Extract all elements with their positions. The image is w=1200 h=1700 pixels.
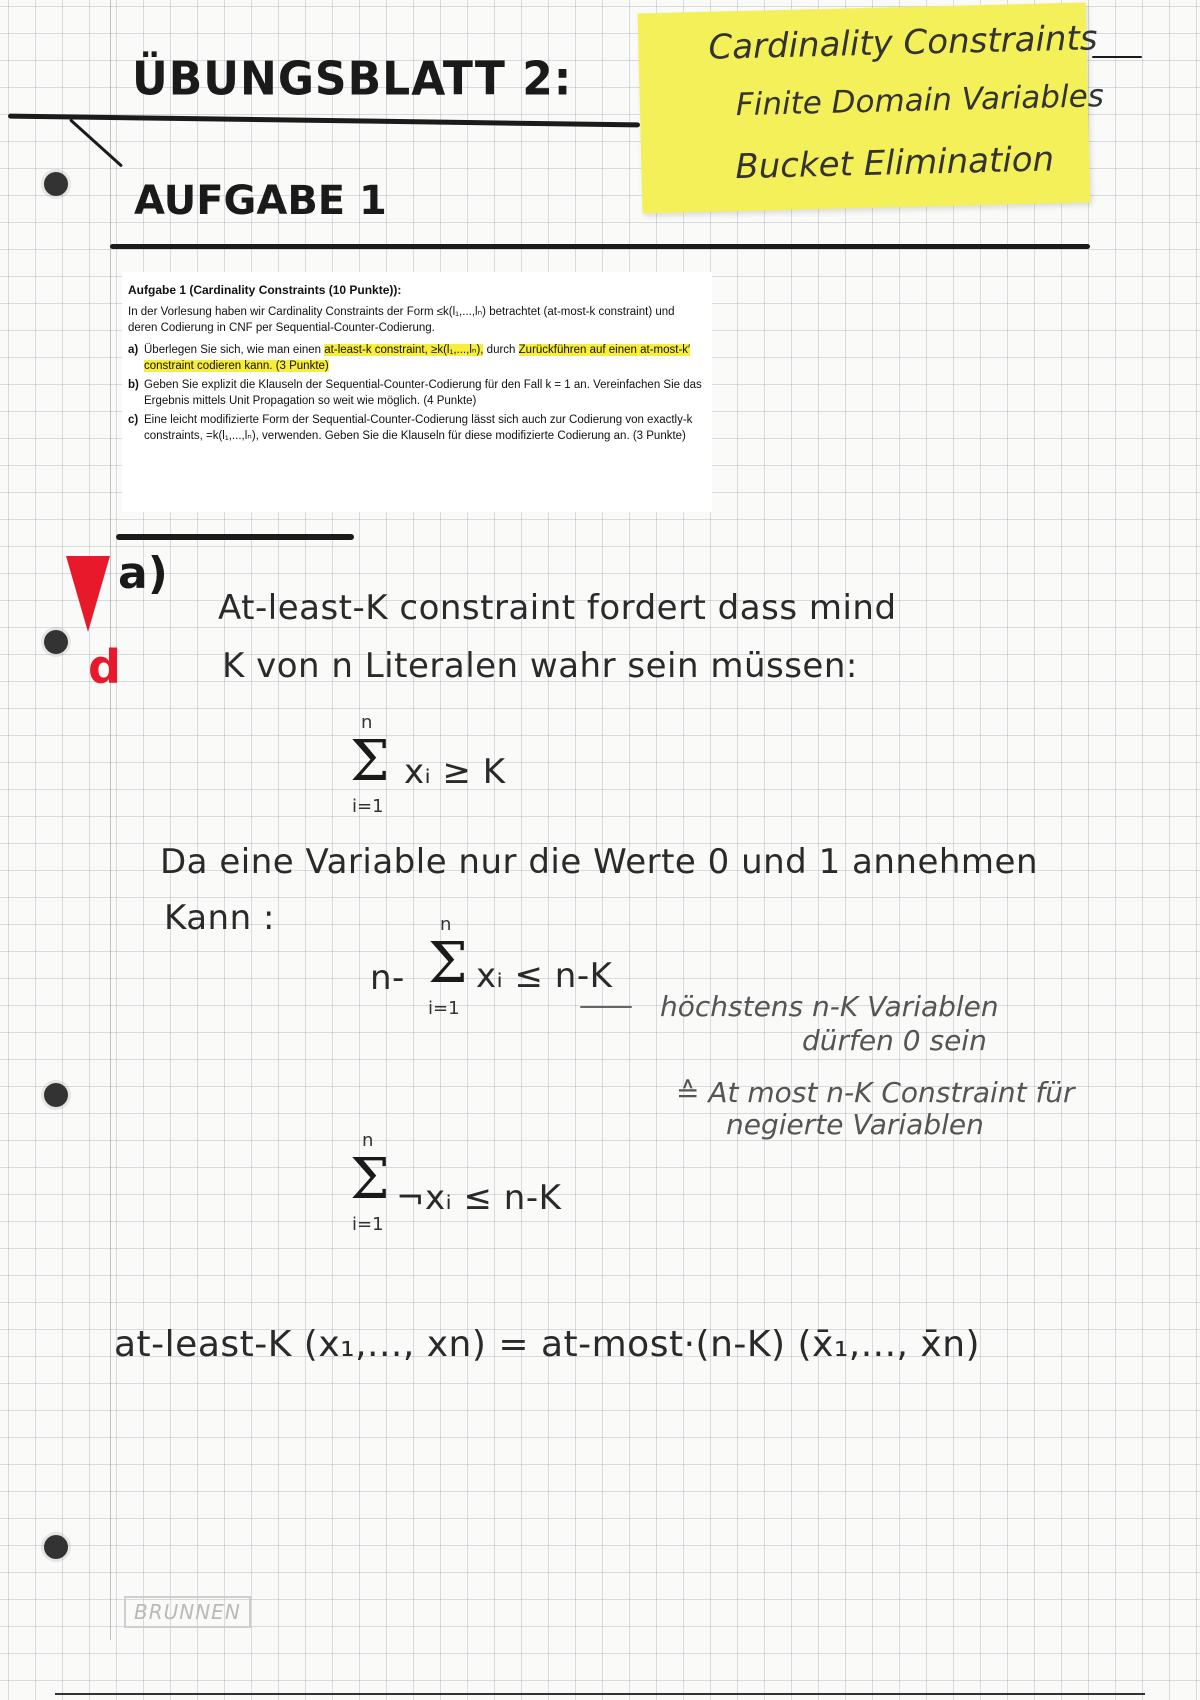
sum-lower-limit: i=1 (428, 998, 460, 1019)
annotation-arrow (580, 1006, 632, 1008)
header-rule-right (1092, 56, 1142, 58)
task-a-text: durch (483, 344, 519, 356)
sum-upper-limit: n (440, 914, 452, 935)
sum-upper-limit: n (361, 712, 373, 733)
aufgabe-heading: AUFGABE 1 (134, 178, 387, 224)
task-title: Aufgabe 1 (Cardinality Constraints (10 Punkte)): (128, 283, 402, 297)
sticky-line: Bucket Elimination (734, 139, 1055, 188)
punch-hole (44, 172, 68, 196)
sum-symbol: Σ (350, 729, 390, 794)
formula: xᵢ ≤ n-K (476, 956, 613, 996)
annotation: negierte Variablen (726, 1108, 984, 1141)
task-item-label: a) (128, 344, 139, 356)
task-b-text: Geben Sie explizit die Klauseln der Sequential-Counter-Codierung für den Fall k = 1 an. Vereinfachen Sie das Ergebnis mittels Unit Propagation so weit wie möglich. (4 Punkte) (144, 379, 702, 407)
task-item-label: c) (128, 414, 139, 426)
task-item-b (128, 377, 706, 409)
red-flag-icon (66, 556, 110, 632)
aufgabe-rule (110, 244, 1090, 249)
bottom-edge (55, 1693, 1145, 1695)
task-printout (122, 272, 712, 512)
section-rule (116, 534, 354, 540)
punch-hole (44, 1083, 68, 1107)
task-item-label: b) (128, 379, 139, 391)
task-item-c (128, 412, 706, 444)
task-a-text: Überlegen Sie sich, wie man einen (144, 344, 325, 356)
part-label: a) (118, 548, 168, 599)
solution-line: At-least-K constraint fordert dass mind (218, 588, 897, 628)
solution-line: K von n Literalen wahr sein müssen: (222, 646, 858, 686)
formula: xᵢ ≥ K (404, 752, 506, 792)
sum-lower-limit: i=1 (352, 1214, 384, 1235)
annotation: höchstens n-K Variablen (660, 990, 999, 1023)
task-item-a (128, 342, 706, 374)
task-intro: In der Vorlesung haben wir Cardinality Constraints der Form ≤k(l₁,...,lₙ) betrachtet (at-most-k constraint) und deren Codierung in CNF per Sequential-Counter-Codierung. (128, 306, 675, 334)
sum-symbol: Σ (350, 1147, 390, 1212)
sum-symbol: Σ (428, 931, 468, 996)
punch-hole (44, 1535, 68, 1559)
solution-line: Da eine Variable nur die Werte 0 und 1 annehmen (160, 842, 1038, 882)
task-c-text: Eine leicht modifizierte Form der Sequential-Counter-Codierung lässt sich auch zur Codierung von exactly-k constraints, =k(l₁,...,lₙ), verwenden. Geben Sie die Klauseln für diese modifizierte Codierung an. (3 Punkte) (144, 414, 693, 442)
solution-line: Kann : (164, 898, 275, 938)
task-a-highlight: at-least-k constraint, ≥k(l₁,...,lₙ), (324, 344, 484, 356)
sum-upper-limit: n (362, 1130, 374, 1151)
red-margin-mark: d (88, 640, 121, 694)
sum-lower-limit: i=1 (352, 796, 384, 817)
formula-prefix: n- (370, 958, 405, 998)
annotation: ≙ At most n-K Constraint für (676, 1076, 1075, 1109)
brand-logo: BRUNNEN (124, 1596, 251, 1628)
sticky-line: Finite Domain Variables (735, 78, 1105, 124)
sticky-line: Cardinality Constraints (707, 18, 1098, 68)
formula: ¬xᵢ ≤ n-K (396, 1178, 562, 1218)
punch-hole (44, 630, 68, 654)
sticky-note (638, 3, 1105, 214)
page-title: ÜBUNGSBLATT 2: (132, 52, 573, 107)
annotation: dürfen 0 sein (802, 1024, 987, 1057)
final-equation: at-least-K (x₁,..., xn) = at-most·(n-K) (x̄₁,..., x̄n) (114, 1324, 981, 1365)
task-a-highlight: Zurückführen auf einen at-most-k′ constraint codieren kann. (3 Punkte) (144, 344, 691, 372)
